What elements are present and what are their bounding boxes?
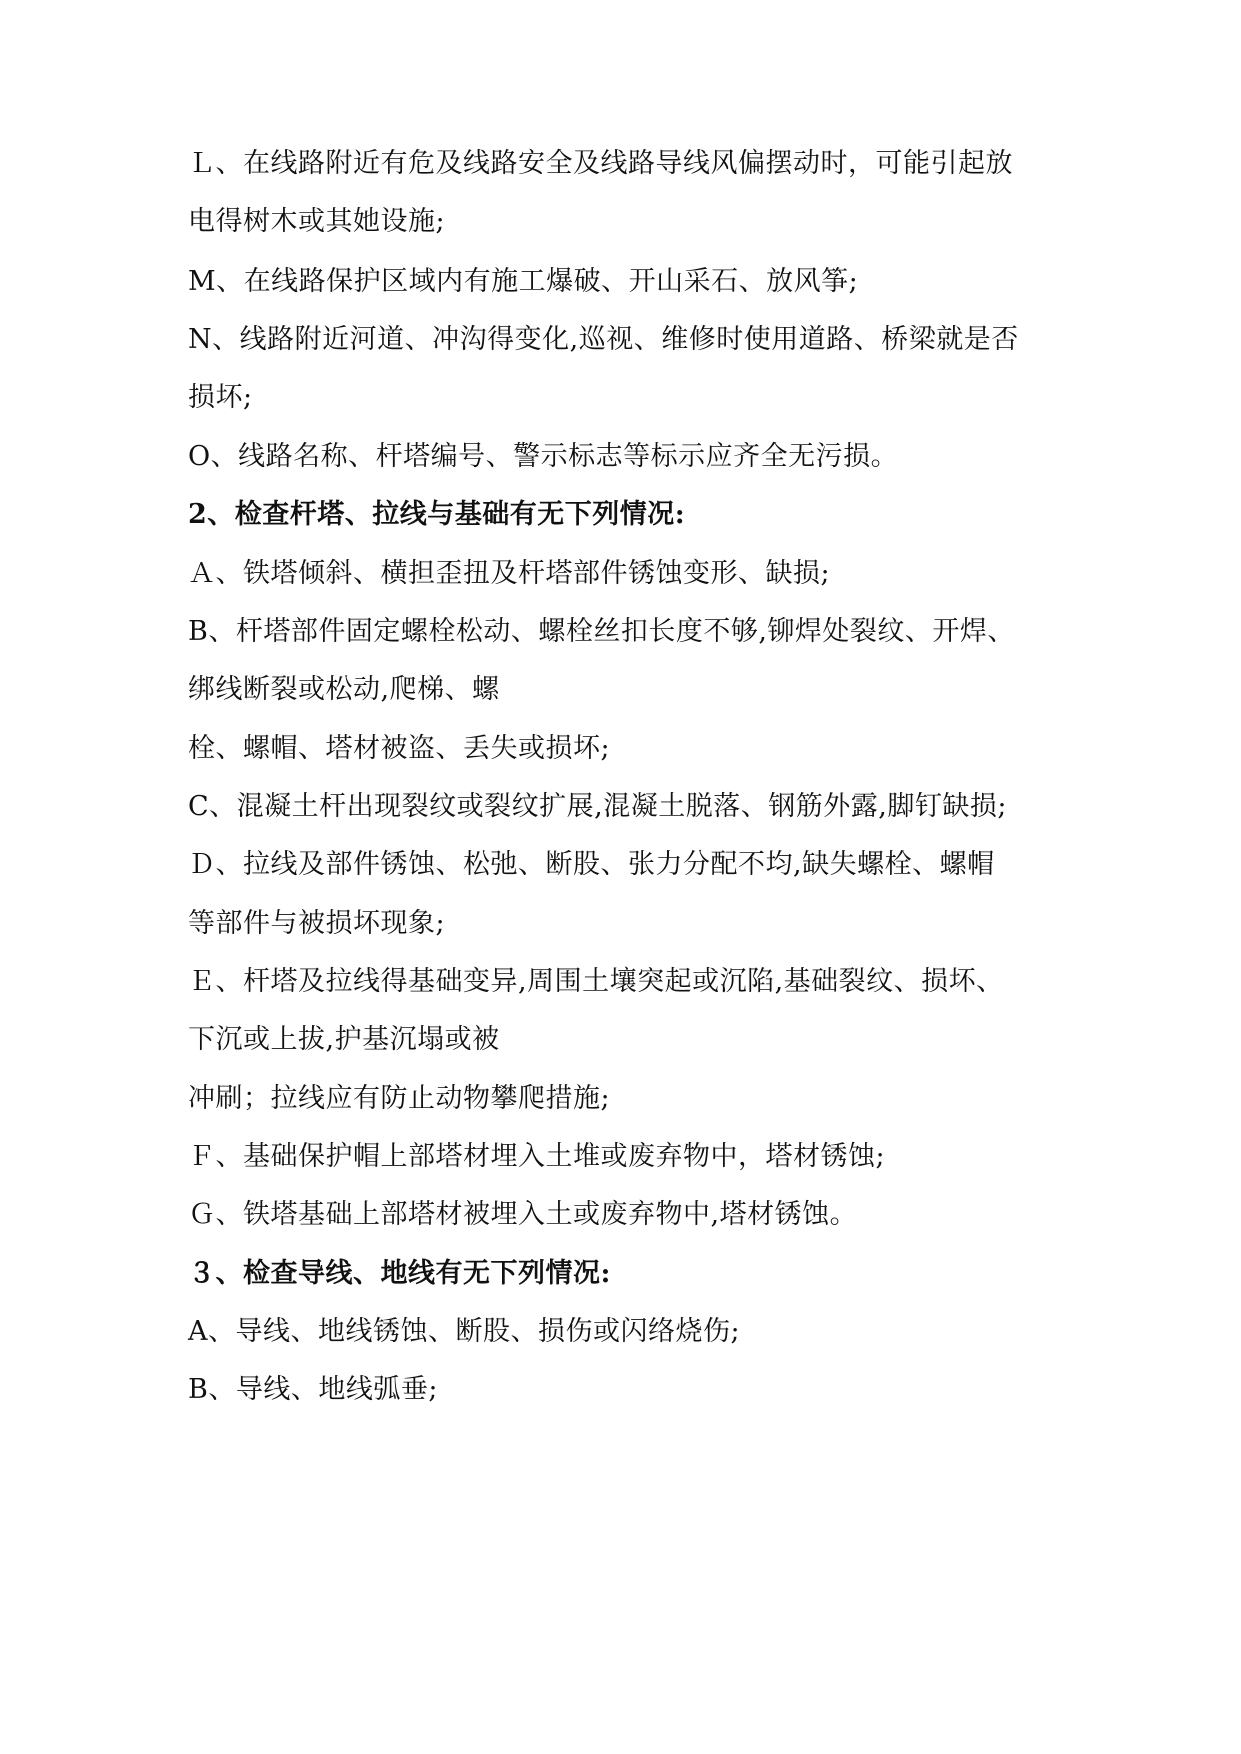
item-d-line-2: 等部件与被损坏现象; — [188, 908, 446, 939]
item-b-line-1: B、杆塔部件固定螺栓松动、螺栓丝扣长度不够,铆焊处裂纹、开焊、 — [188, 616, 1015, 647]
section-heading-3: ３、检查导线、地线有无下列情况: — [188, 1258, 611, 1289]
item-d-line-1: Ｄ、拉线及部件锈蚀、松弛、断股、张力分配不均,缺失螺栓、螺帽 — [188, 849, 995, 880]
item-o: O、线路名称、杆塔编号、警示标志等标示应齐全无污损。 — [188, 441, 899, 472]
item-a: Ａ、铁塔倾斜、横担歪扭及杆塔部件锈蚀变形、缺损; — [188, 558, 831, 589]
item-n-line-2: 损坏; — [188, 382, 253, 413]
item-m: M、在线路保护区域内有施工爆破、开山采石、放风筝; — [188, 266, 859, 297]
item-l-line-1: Ｌ、在线路附近有危及线路安全及线路导线风偏摆动时，可能引起放 — [188, 148, 1013, 179]
item-a-conductor: A、导线、地线锈蚀、断股、损伤或闪络烧伤; — [188, 1316, 741, 1347]
section-heading-2: 2、检查杆塔、拉线与基础有无下列情况: — [188, 499, 686, 530]
item-b-line-2: 绑线断裂或松动,爬梯、螺 — [188, 674, 500, 705]
item-n-line-1: N、线路附近河道、冲沟得变化,巡视、维修时使用道路、桥梁就是否 — [188, 324, 1019, 355]
item-g: Ｇ、铁塔基础上部塔材被埋入土或废弃物中,塔材锈蚀。 — [188, 1199, 858, 1230]
item-e-line-1: Ｅ、杆塔及拉线得基础变异,周围土壤突起或沉陷,基础裂纹、损坏、 — [188, 966, 1004, 997]
item-l-line-2: 电得树木或其她设施; — [188, 206, 446, 237]
item-b-line-3: 栓、螺帽、塔材被盗、丢失或损坏; — [188, 733, 611, 764]
item-f: Ｆ、基础保护帽上部塔材埋入土堆或废弃物中，塔材锈蚀; — [188, 1141, 886, 1172]
item-e-line-2: 下沉或上拔,护基沉塌或被 — [188, 1024, 500, 1055]
item-e-line-3: 冲刷；拉线应有防止动物攀爬措施; — [188, 1083, 611, 1114]
item-c: C、混凝土杆出现裂纹或裂纹扩展,混凝土脱落、钢筋外露,脚钉缺损; — [188, 791, 1007, 822]
item-b-conductor: B、导线、地线弧垂; — [188, 1374, 438, 1405]
